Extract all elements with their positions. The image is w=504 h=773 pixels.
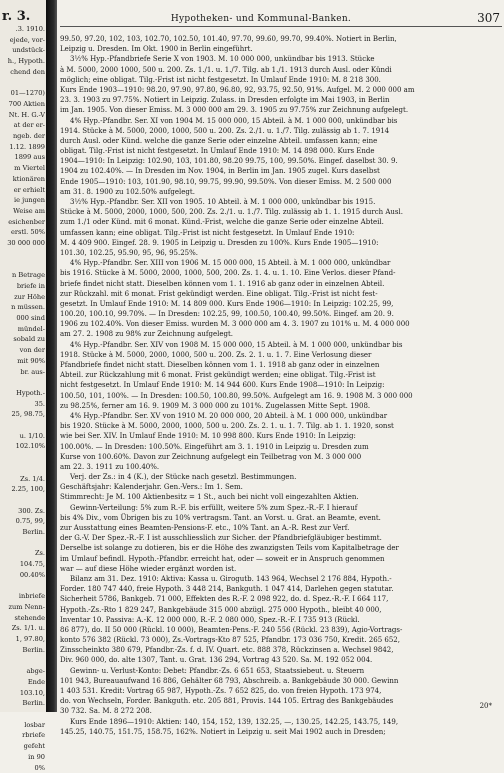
text-line: Kurse von 100.60%. Davon zur Zeichnung aufgelegt ein Teilbetrag von M. 3 000 000 [60, 452, 362, 461]
text-line: 100.50, 101, 100%. — In Dresden: 100.50, 100.80, 99.50%. Aufgelegt am 16. 9. 1908 M. 3 000 000 [60, 391, 413, 400]
stub-line: ktionären [12, 174, 45, 183]
stub-line: abge- [26, 667, 45, 676]
stub-line: 2.25, 100, [11, 485, 45, 494]
text-line: 86 877), do. II 50 000 (Rückl. 10 000), Beamten-Pens.-F. 240 556 (Rückl. 23 839), Agio-Vortrags- [60, 625, 403, 634]
stub-line: 700 Aktien [8, 99, 45, 108]
text-line: durch Ausl. oder Künd. welche die ganze Serie oder einzelne Abteil. umfassen kann; eine [60, 136, 378, 145]
text-line: 1918. Stücke à M. 5000, 2000, 1000, 500 u. 200. Zs. 2. 1. u. 1. 7. Eine Verlosung dieser [60, 350, 372, 359]
text-line: nicht festgesetzt. In Umlauf Ende 1910: M. 14 944 600. Kurs Ende 1908—1910: In Leipzig: [60, 381, 385, 390]
page-number: 307 [477, 11, 500, 25]
text-line: am 31. 8. 1900 zu 102.50% aufgelegt. [60, 187, 195, 196]
text-line: 1914. Stücke à M. 5000, 2000, 1000, 500 u. 200. Zs. 2./1. u. 1./7. Tilg. zulässig ab 1. 7. 1914 [60, 126, 390, 135]
text-line: Verj. der Zs.: in 4 (K.), der Stücke nach gesetzl. Bestimmungen. [70, 473, 297, 482]
text-line: 1904—1910: In Leipzig: 102.90, 103, 101.80, 98.20 99.75, 100, 99.50%. Eingef. daselbst 30. 9. [60, 157, 398, 166]
stub-line [0, 581, 46, 592]
stub-line: 103.10, [19, 688, 45, 697]
text-line: 3½% Hyp.-Pfandbr. Ser. XII von 1905. 10 Abteil. à M. 1 000 000, unkündbar bis 1915. [70, 198, 376, 206]
stub-line: ejede, vor- [9, 35, 45, 44]
stub-line: Berlin. [22, 528, 45, 537]
text-line: Inventar 10. Passiva: A.-K. 12 000 000, R.-F. 2 080 000, Spez.-R.-F. I 735 913 (Rückl. [60, 615, 360, 624]
running-head: Hypotheken- und Kommunal-Banken. [170, 14, 352, 24]
text-line: 1904 zu 102.40%. — In Dresden im Nov. 1904, in Berlin im Jan. 1905 zugel. Kurs daselbst [60, 167, 380, 176]
stub-line: Weise am [13, 206, 45, 215]
stub-line: Zs. [34, 549, 45, 558]
stub-line [0, 259, 46, 270]
stub-line: br. aus- [20, 367, 45, 376]
text-line: M. 4 409 900. Eingef. 28. 9. 1905 in Leipzig u. Dresden zu 100%. Kurs Ende 1905—1910: [60, 238, 379, 247]
stub-line [0, 538, 46, 549]
stub-line: 00.40% [19, 570, 45, 579]
stub-line: 000 sind [16, 313, 45, 322]
text-line: Leipzig u. Dresden. Im Okt. 1900 in Berlin eingeführt. [60, 45, 253, 54]
text-line: 99.50, 97.20, 102, 103, 102.70, 102.50, 101.40, 97.70, 99.60, 99.70, 99.40%. Notiert in Berlin, [60, 35, 397, 43]
page-header [60, 0, 502, 27]
stub-line: at der er- [13, 121, 45, 130]
stub-line: mündel- [17, 324, 45, 333]
text-line: 1906 zu 102.40%. Von dieser Emiss. wurden M. 3 000 000 am 4. 3. 1907 zu 101% u. M. 4 000 000 [60, 320, 410, 329]
text-line: 100.20, 100.10, 99.70%. — In Dresden: 102.25, 99, 100.50, 100.40, 99.50%. Eingef. am 20. 9. [60, 310, 394, 319]
text-line: Kurs Ende 1903—1910: 98.20, 97.90, 97.80, 96.80, 92, 93.75, 92.50, 91%. Aufgel. M. 2 000 000 am [60, 85, 415, 94]
stub-line [0, 420, 46, 431]
text-line: 101 943, Bureauaufwand 16 886, Gehälter 68 793, Abschreib. a. Bankgebäude 30 000. Gewinn [60, 676, 399, 685]
stub-line: .3. 1910. [15, 25, 45, 33]
text-line: Kurs Ende 1896—1910: Aktien: 140, 154, 152, 139, 132.25, —, 130.25, 142.25, 143.75, 149, [70, 717, 399, 726]
text-line: obligat. Tilg.-Frist ist nicht festgesetzt. In Umlauf Ende 1910: M. 14 898 000. Kurs Ende [60, 147, 375, 156]
text-line: à M. 5000, 2000 1000, 500 u. 200. Zs. 1./1. u. 1./7. Tilg. ab 1./1. 1913 durch Ausl. oder Kündi [60, 65, 392, 74]
body-text [60, 27, 502, 737]
stub-line: mit 90% [17, 356, 45, 365]
stub-line: inbriefe [18, 592, 45, 601]
stub-line [0, 377, 46, 388]
text-line: 4% Hyp.-Pfandbr. Ser. XIII von 1906 M. 15 000 000, 15 Abteil. à M. 1 000 000, unkündbar [70, 259, 391, 268]
text-line: bis 1920. Stücke à M. 5000, 2000, 1000, 500 u. 200. Zs. 2. 1. u. 1. 7. Tilg. ab 1. 1. 1920, sonst [60, 422, 394, 431]
text-line: bis 4% Div., vom Übrigen bis zu 10% vertragsm. Tant. an Vorst. u. Grat. an Beamte, event. [60, 513, 381, 522]
text-line: konto 576 382 (Rückl. 73 000), Zs.-Vortrags-Kto 87 525, Pfandbr. 173 036 750, Kredit. 265 652, [60, 636, 400, 645]
stub-line: Berlin. [22, 645, 45, 654]
text-line: zur Ausstattung eines Beamten-Pensions-F. etc., 10% Tant. an A.-R. Rest zur Verf. [60, 524, 350, 532]
stub-line [0, 249, 46, 260]
stub-line: in 90 [28, 752, 45, 761]
text-line: im Umlauf befindl. Hypoth.-Pfandbr. erreicht hat, oder — soweit er in Anspruch genommen [60, 554, 385, 563]
text-line: Gewinn-Verteilung: 5% zum R.-F. bis erfüllt, weitere 5% zum Spez.-R.-F. I hierauf [70, 503, 358, 512]
text-line: 4% Hyp.-Pfandbr. Ser. XI von 1904 M. 15 000 000, 15 Abteil. à M. 1 000 000, unkündbar bis [70, 116, 398, 125]
text-line: Forder. 180 747 440, freie Hypoth. 3 448 214, Bankguth. 1 047 414, Darlehen gegen statutar. [60, 585, 394, 594]
stub-line: 0% [34, 763, 45, 772]
text-line: 30 732. Sa. M. 8 272 208. [60, 707, 152, 716]
text-line: zum 1./1 oder Künd. mit 6 monat. Künd.-Frist, welche die ganze Serie oder einzelne Abteil. [60, 218, 384, 227]
stub-lines [0, 24, 46, 773]
text-line: umfassen kann; eine obligat. Tilg.-Frist ist nicht festgesetzt. In Umlauf Ende 1910: [60, 228, 355, 237]
stub-line: zur Höhe [14, 292, 45, 301]
stub-line [0, 463, 46, 474]
stub-line: n müssen. [11, 303, 45, 312]
text-line: bis 1916. Stücke à M. 5000, 2000, 1000, 500, 200. Zs. 1. 4. u. 1. 10. Eine Verlos. dieser Pfand- [60, 269, 396, 278]
text-line: 1 403 531. Kredit: Vortrag 65 987, Hypoth.-Zs. 7 652 825, do. von freien Hypoth. 173 974, [60, 687, 382, 695]
stub-line: 104.75, [19, 560, 45, 569]
stub-line: 1.12. 1899 [9, 142, 45, 151]
stub-line: Hypoth.- [16, 388, 45, 397]
text-line: am 27. 2. 1908 zu 98% zur Zeichnung aufgelegt. [60, 330, 234, 339]
stub-line: von der [19, 346, 45, 355]
stub-line: Nt. H. G.-V [8, 110, 45, 119]
stub-line: 01—1270) [10, 89, 45, 98]
text-line: möglich; eine obligat. Tilg.-Frist ist nicht festgesetzt. In Umlauf Ende 1910: M. 8 218 300. [60, 75, 381, 84]
stub-line: gefeht [23, 742, 45, 751]
stub-line: zum Nenn- [8, 602, 45, 611]
page [60, 0, 502, 736]
text-line: Sicherheit 5786, Bankgeb. 71 000, Effekten des R.-F. 2 098 922, do. d. Spez.-R.-F. I 664 117, [60, 595, 389, 604]
stub-line: 0.75, 99, [15, 517, 45, 526]
stub-line [0, 78, 46, 89]
stub-line: 25, 98.75, [11, 410, 45, 419]
text-line: 145.25, 140.75, 151.75, 158.75, 162%. Notiert in Leipzig u. seit Mai 1902 auch in Dresden; [60, 727, 386, 736]
stub-line [0, 452, 46, 463]
stub-line: Zs. 1/1. u. [11, 624, 45, 633]
stub-line: rbriefe [22, 731, 45, 740]
text-line: Hypoth.-Zs.-Rto 1 829 247, Bankgebäude 315 000 abzügl. 275 000 Hypoth., bleibt 40 000, [60, 605, 382, 614]
text-line: der G.-V. Der Spez.-R.-F. I ist ausschliesslich zur Sicher. der Pfandbriefgläubiger bestimmt. [60, 534, 382, 543]
stub-line: ngeb. der [12, 132, 45, 141]
text-line: Bilanz am 31. Dez. 1910: Aktiva: Kassa u. Girogutb. 143 964, Wechsel 2 176 884, Hypoth.- [70, 574, 392, 583]
stub-line: m Viertel [14, 164, 45, 173]
stub-line: u. 1/10. [19, 431, 45, 440]
text-line: wie bei Ser. XIV. In Umlauf Ende 1910: M. 10 998 800. Kurs Ende 1910: In Leipzig: [60, 432, 356, 441]
text-line: Zinsscheinkto 380 679, Pfandbr.-Zs. f. d. IV. Quart. etc. 888 378, Rückzinsen a. Wechsel 9842, [60, 646, 394, 655]
text-line: Ende 1905—1910: 103, 101.90, 98.10, 99.75, 99.90, 99.50%. Von dieser Emiss. M. 2 500 000 [60, 177, 392, 186]
text-line: Derselbe ist solange zu dotieren, bis er die Höhe des zwanzigsten Teils vom Kapitalbetrage der [60, 544, 399, 553]
stub-line: 1, 97.80, [15, 635, 45, 644]
stub-line: er erhielt [13, 185, 45, 194]
stub-line: undstück- [12, 46, 45, 55]
text-line: briefe findet nicht statt. Dieselben können vom 1. 1. 1916 ab ganz oder in einzelnen Abteil. [60, 279, 385, 288]
stub-line: sobald zu [13, 335, 45, 344]
stub-line: Ende [27, 677, 45, 686]
text-line: gesetzt. In Umlauf Ende 1910: M. 14 809 000. Kurs Ende 1906—1910: In Leipzig: 102.25, 99, [60, 299, 394, 308]
text-line: zu 98.25%, ferner am 16. 9. 1909 M. 3 000 000 zu 101%. Zugelassen Mitte Sept. 1908. [60, 401, 371, 410]
stub-line: 1899 aus [14, 153, 45, 162]
footer-mark: 20* [479, 702, 492, 710]
stub-line: 300. Zs. [18, 506, 45, 515]
stub-line: chend den [10, 67, 45, 76]
text-line: war — auf diese Höhe wieder ergänzt worden ist. [60, 564, 237, 573]
text-line: zur Rückzahl. mit 6 monat. Frist gekündigt werden. Eine obligat. Tilg.-Frist ist nicht fest- [60, 289, 378, 298]
stub-line: h., Hypoth. [7, 57, 45, 66]
stub-line: Berlin. [22, 699, 45, 708]
stub-line: 30 000 000 [7, 239, 45, 248]
text-line: 23. 3. 1903 zu 97.75%. Notiert in Leipzig. Zulass. in Dresden erfolgte im Mai 1903, in Berlin [60, 96, 390, 105]
text-line: Div. 960 000, do. alte 1307, Tant. u. Grat. 136 294, Vortrag 43 520. Sa. M. 192 052 004. [60, 656, 373, 665]
text-line: Gewinn- u. Verlust-Konto: Debet: Pfandbr.-Zs. 6 651 653, Staatssiebeut. u. Steuern [70, 666, 365, 675]
text-line: Stücke à M. 5000, 2000, 1000, 500, 200. Zs. 2./1. u. 1./7. Tilg. zulässig ab 1. 1. 1915 durch Ausl. [60, 208, 403, 217]
text-line: Geschäftsjahr: Kalenderjahr. Gen.-Vers.: Im 1. Sem. [60, 483, 243, 492]
stub-line [0, 495, 46, 506]
text-line: 3½% Hyp.-Pfandbriefe Serie X von 1903. M. 10 000 000, unkündbar bis 1913. Stücke [70, 55, 375, 64]
stub-line: stehende [14, 613, 45, 622]
stub-line: briefe in [16, 281, 45, 290]
text-line: Stimmrecht: Je M. 100 Aktienbesitz = 1 St., auch bei nicht voll eingezahlten Aktien. [60, 493, 359, 502]
stub-line [0, 655, 46, 666]
stub-line: n Betrage [12, 271, 45, 280]
stub-line: 102.10% [15, 442, 45, 451]
stub-line: ie jungen [13, 196, 45, 205]
text-line: 101.30, 102.25, 95.90, 95, 96, 95.25%. [60, 248, 199, 257]
stub-line: erstl. 50% [10, 228, 45, 237]
text-line: am 22. 3. 1911 zu 100.40%. [60, 462, 160, 471]
stub-title: r. 3. [2, 9, 31, 24]
stub-line [0, 709, 46, 720]
stub-line: Zs. 1/4. [20, 474, 45, 483]
text-line: do. von Wechseln, Forder. Bankguth. etc. 205 881, Provis. 144 105. Ertrag des Bankgebäudes [60, 697, 394, 706]
text-line: 100.00%. — In Dresden: 100.50%. Eingeführt am 3. 1. 1910 in Leipzig u. Dresden zum [60, 442, 369, 451]
stub-line: esichenber [8, 217, 45, 226]
text-line: Abteil. zur Rückzahlung mit 6 monat. Frist gekündigt werden; eine obligat. Tilg.-Frist ist [60, 371, 376, 380]
text-line: 4% Hyp.-Pfandbr. Ser. XV von 1910 M. 20 000 000, 20 Abteil. à M. 1 000 000, unkündbar [70, 411, 388, 420]
stub-line: 35. [34, 399, 45, 408]
text-line: 4% Hyp.-Pfandbr. Ser. XIV von 1908 M. 15 000 000, 15 Abteil. à M. 1 000 000, unkündbar bis [70, 340, 403, 349]
stub-line: losbar [24, 720, 45, 729]
text-line: Pfandbriefe findet nicht statt. Dieselben können vom 1. 1. 1918 ab ganz oder in einzelnen [60, 361, 380, 369]
adjacent-page-edge [0, 0, 46, 772]
book-gutter [46, 0, 57, 712]
text-line: im Jan. 1905. Von dieser Emiss. M. 3 000 000 am 29. 3. 1905 zu 97.75% zur Zeichnung aufgelegt. [60, 106, 409, 115]
